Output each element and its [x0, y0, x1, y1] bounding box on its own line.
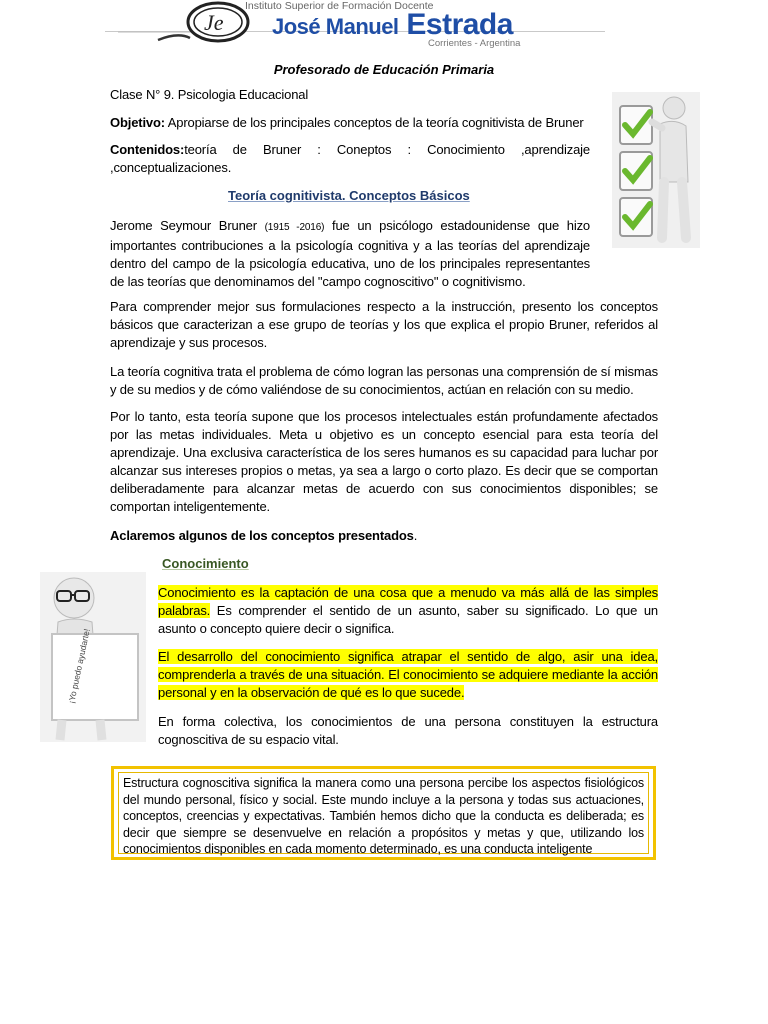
- definition-box-text: Estructura cognoscitiva significa la manera como una persona percibe los aspectos fisiológicos del mundo personal, físico y social. Este mundo incluye a la persona y todas sus actuaciones, conceptos, creencias y expectativas. También hemos dicho que la conducta es deliberada; es decir que siempre se desenvuelve en relación a propósitos y metas y que, utilizando los conocimientos disponibles en cada momento determinado, es una conducta inteligente: [123, 776, 644, 856]
- concept-heading: Conocimiento: [162, 556, 249, 571]
- objective-line: [110, 114, 590, 132]
- definition-box: [111, 766, 656, 860]
- objective-label: Objetivo:: [110, 115, 165, 130]
- school-name-first: José Manuel: [272, 14, 399, 39]
- definition-box-inner: [118, 772, 649, 854]
- checklist-figure-image: [612, 92, 700, 248]
- paragraph-estructura-colectiva: En forma colectiva, los conocimientos de una persona constituyen la estructura cognoscitiva de su espacio vital.: [158, 714, 658, 747]
- p1-start: Jerome Seymour Bruner: [110, 218, 265, 233]
- desarrollo-highlight: El desarrollo del conocimiento significa atrapar el sentido de algo, asir una idea, comprenderla a través de una situación. El conocimiento se adquiere mediante la acción personal y en la observación de qué es lo que sucede.: [158, 649, 658, 700]
- aclaremos-text: Aclaremos algunos de los conceptos presentados: [110, 528, 414, 543]
- p1-years: (1915 -2016): [264, 222, 325, 233]
- conocimiento-definicion-highlight: Conocimiento es la captación de una cosa que a menudo va más allá de las simples palabras.: [158, 585, 658, 618]
- paragraph-teoria-cognitiva: La teoría cognitiva trata el problema de cómo logran las personas una comprensión de sí mismas y de su medios y de cómo valiéndose de su conocimientos, actúan en relación con su medio.: [110, 364, 658, 397]
- school-name: [272, 8, 513, 42]
- aclaremos-line: [110, 527, 658, 545]
- svg-text:Je: Je: [204, 10, 224, 35]
- contents-label: Contenidos:: [110, 142, 185, 157]
- p1-end: fue un psicólogo estadounidense que hizo importantes contribuciones a la psicología cognitiva y a las teorías del aprendizaje dentro del campo de la psicología educativa, uno de los principales representantes de las teorías que denominamos del "campo cognoscitivo" o cognitivismo.: [110, 218, 590, 289]
- paragraph-formulaciones: Para comprender mejor sus formulaciones respecto a la instrucción, presento los conceptos básicos que caracterizan a ese grupo de teorías y los que explica el propio Bruner, referidos al aprendizaje y sus procesos.: [110, 299, 658, 350]
- contents-line: [110, 141, 590, 177]
- conocimiento-definicion-rest: Es comprender el sentido de un asunto, saber su significado. Lo que un asunto o concepto quiere decir o significa.: [158, 603, 658, 636]
- objective-text: Apropiarse de los principales conceptos de la teoría cognitivista de Bruner: [165, 115, 584, 130]
- contents-text: teoría de Bruner : Coneptos : Conocimiento ,aprendizaje ,conceptualizaciones.: [110, 142, 590, 175]
- section-title: Teoría cognitivista. Conceptos Básicos: [228, 188, 470, 203]
- program-title: Profesorado de Educación Primaria: [273, 62, 495, 77]
- paragraph-desarrollo: [158, 648, 658, 702]
- paragraph-bruner: [110, 217, 590, 291]
- paragraph-metas: Por lo tanto, esta teoría supone que los procesos intelectuales están profundamente afectados por las metas individuales. Meta u objetivo es un concepto esencial para esta teoría del aprendizaje. Una exclusiva característica de los seres humanos es su capacidad para luchar por alcanzar sus intereses propios o metas, ya sea a largo o corto plazo. Es decir que se comportan deliberadamente para alcanzar metas de acuerdo con sus conocimientos disponibles; se comportan inteligentemente.: [110, 409, 658, 514]
- school-location: Corrientes - Argentina: [428, 38, 521, 49]
- institute-name: Instituto Superior de Formación Docente: [245, 0, 434, 12]
- sign-text: ¡Yo puedo ayudarte!: [66, 627, 92, 705]
- school-name-last: Estrada: [406, 8, 513, 41]
- paragraph-conocimiento-definicion: [158, 584, 658, 638]
- help-sign-figure-image: [40, 572, 146, 742]
- class-line: Clase N° 9. Psicologia Educacional: [110, 87, 309, 102]
- aclaremos-dot: .: [413, 528, 418, 543]
